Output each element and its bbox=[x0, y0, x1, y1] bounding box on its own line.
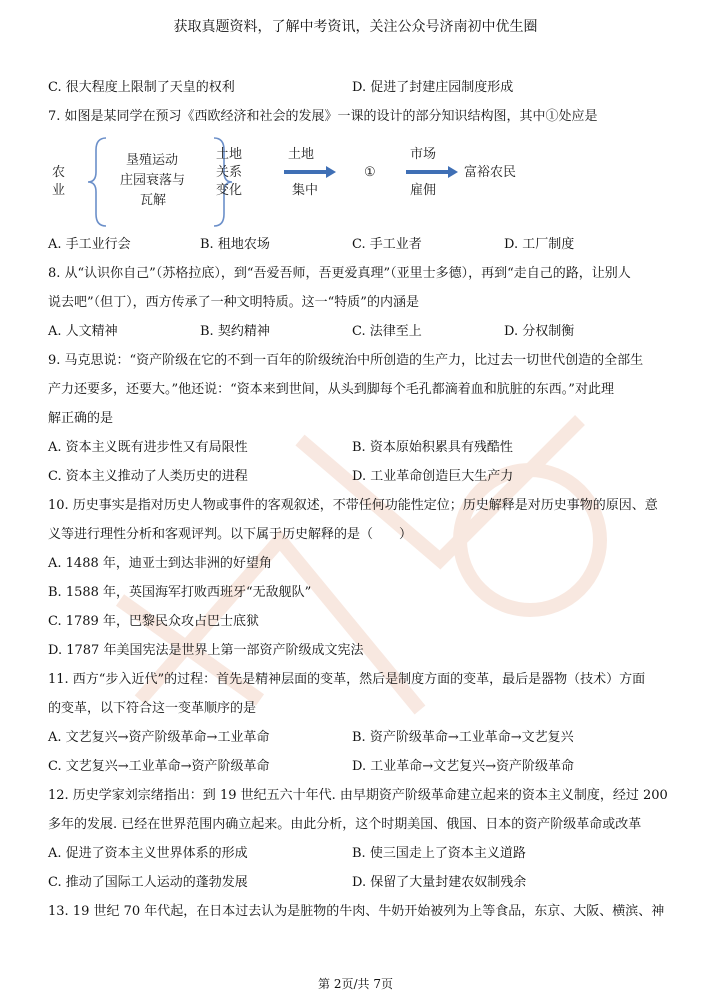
q12-option-d: D. 保留了大量封建农奴制残余 bbox=[352, 875, 527, 890]
q9-option-a: A. 资本主义既有进步性又有局限性 bbox=[48, 440, 248, 455]
diagram-brace-line-1: 垦殖运动 bbox=[126, 153, 179, 168]
diagram-result: 富裕农民 bbox=[464, 165, 517, 180]
q10-option-b: B. 1588 年，英国海军打败西班牙“无敌舰队” bbox=[48, 585, 312, 600]
q8-option-a: A. 人文精神 bbox=[48, 324, 118, 339]
q11-option-a: A. 文艺复兴→资产阶级革命→工业革命 bbox=[48, 730, 270, 745]
q9-line-1: 9. 马克思说：“资产阶级在它的不到一百年的阶级统治中所创造的生产力，比过去一切世代创造的全部生 bbox=[48, 353, 644, 368]
diagram-arrow-1-icon bbox=[284, 168, 336, 176]
q11-option-d: D. 工业革命→文艺复兴→资产阶级革命 bbox=[352, 759, 575, 774]
q9-line-2: 产力还要多，还要大。”他还说：“资本来到世间，从头到脚每个毛孔都滴着血和肮脏的东西。”对此理 bbox=[48, 382, 614, 397]
prev-option-d: D. 促进了封建庄园制度形成 bbox=[352, 80, 514, 95]
q10-option-d: D. 1787 年美国宪法是世界上第一部资产阶级成文宪法 bbox=[48, 643, 364, 658]
q12-option-b: B. 使三国走上了资本主义道路 bbox=[352, 846, 526, 861]
diagram-brace-line-2: 庄园衰落与 bbox=[120, 173, 186, 188]
diagram-land-2: 关系 bbox=[216, 165, 243, 180]
q8-option-b: B. 契约精神 bbox=[200, 324, 270, 339]
diagram-land-3: 变化 bbox=[216, 183, 243, 198]
q8-option-c: C. 法律至上 bbox=[352, 324, 422, 339]
q9-option-c: C. 资本主义推动了人类历史的进程 bbox=[48, 469, 248, 484]
q12-option-c: C. 推动了国际工人运动的蓬勃发展 bbox=[48, 875, 248, 890]
diagram-agri-2: 业 bbox=[52, 183, 66, 198]
q7-stem: 7. 如图是某同学在预习《西欧经济和社会的发展》一课的设计的部分知识结构图，其中①处应是 bbox=[48, 109, 598, 124]
q11-line-1: 11. 西方“步入近代”的过程：首先是精神层面的变革，然后是制度方面的变革，最后是器物（技术）方面 bbox=[48, 672, 646, 687]
q8-line-2: 说去吧”（但丁），西方传承了一种文明特质。这一“特质”的内涵是 bbox=[48, 295, 419, 310]
q9-option-b: B. 资本原始积累具有残酷性 bbox=[352, 440, 513, 455]
q10-line-1: 10. 历史事实是指对历史人物或事件的客观叙述，不带任何功能性定位；历史解释是对历史事物的原因、意 bbox=[48, 498, 658, 513]
q12-line-1: 12. 历史学家刘宗绪指出：到 19 世纪五六十年代. 由早期资产阶级革命建立起来的资本主义制度，经过 200 bbox=[48, 788, 668, 803]
diagram-arrow2-top: 市场 bbox=[410, 147, 437, 162]
diagram-brace-line-3: 瓦解 bbox=[140, 193, 167, 208]
q8-line-1: 8. 从“认识你自己”（苏格拉底），到“吾爱吾师，吾更爱真理”（亚里士多德），再到“走自己的路，让别人 bbox=[48, 266, 631, 281]
q8-option-d: D. 分权制衡 bbox=[504, 324, 575, 339]
q11-option-c: C. 文艺复兴→工业革命→资产阶级革命 bbox=[48, 759, 270, 774]
diagram-blank-circle: ① bbox=[364, 165, 376, 180]
prev-option-c: C. 很大程度上限制了天皇的权利 bbox=[48, 80, 235, 95]
page-footer: 第 2页/共 7页 bbox=[318, 977, 393, 991]
q10-line-2: 义等进行理性分析和客观评判。以下属于历史解释的是（ ） bbox=[48, 527, 413, 542]
q7-knowledge-diagram bbox=[48, 136, 568, 228]
q9-option-d: D. 工业革命创造巨大生产力 bbox=[352, 469, 514, 484]
diagram-arrow1-top: 土地 bbox=[288, 147, 315, 162]
diagram-arrow2-bottom: 雇佣 bbox=[410, 183, 437, 198]
q13-line-1: 13. 19 世纪 70 年代起，在日本过去认为是脏物的牛肉、牛奶开始被列为上等食品，东京、大阪、横滨、神 bbox=[48, 904, 665, 919]
q7-option-d: D. 工厂制度 bbox=[504, 237, 575, 252]
q9-line-3: 解正确的是 bbox=[48, 411, 114, 426]
q11-option-b: B. 资产阶级革命→工业革命→文艺复兴 bbox=[352, 730, 574, 745]
diagram-arrow1-bottom: 集中 bbox=[292, 183, 319, 198]
q10-option-c: C. 1789 年，巴黎民众攻占巴士底狱 bbox=[48, 614, 259, 629]
q11-line-2: 的变革，以下符合这一变革顺序的是 bbox=[48, 701, 257, 716]
diagram-agri-1: 农 bbox=[52, 165, 66, 180]
diagram-land-1: 土地 bbox=[216, 147, 243, 162]
q7-option-a: A. 手工业行会 bbox=[48, 237, 131, 252]
diagram-arrow-2-icon bbox=[406, 168, 458, 176]
page-header: 获取真题资料，了解中考资讯，关注公众号济南初中优生圈 bbox=[173, 19, 538, 35]
q10-option-a: A. 1488 年，迪亚士到达非洲的好望角 bbox=[48, 556, 272, 571]
q7-option-b: B. 租地农场 bbox=[200, 237, 270, 252]
q7-option-c: C. 手工业者 bbox=[352, 237, 422, 252]
q12-line-2: 多年的发展. 已经在世界范围内确立起来。由此分析，这个时期美国、俄国、日本的资产阶级革命或改革 bbox=[48, 817, 642, 832]
q12-option-a: A. 促进了资本主义世界体系的形成 bbox=[48, 846, 248, 861]
